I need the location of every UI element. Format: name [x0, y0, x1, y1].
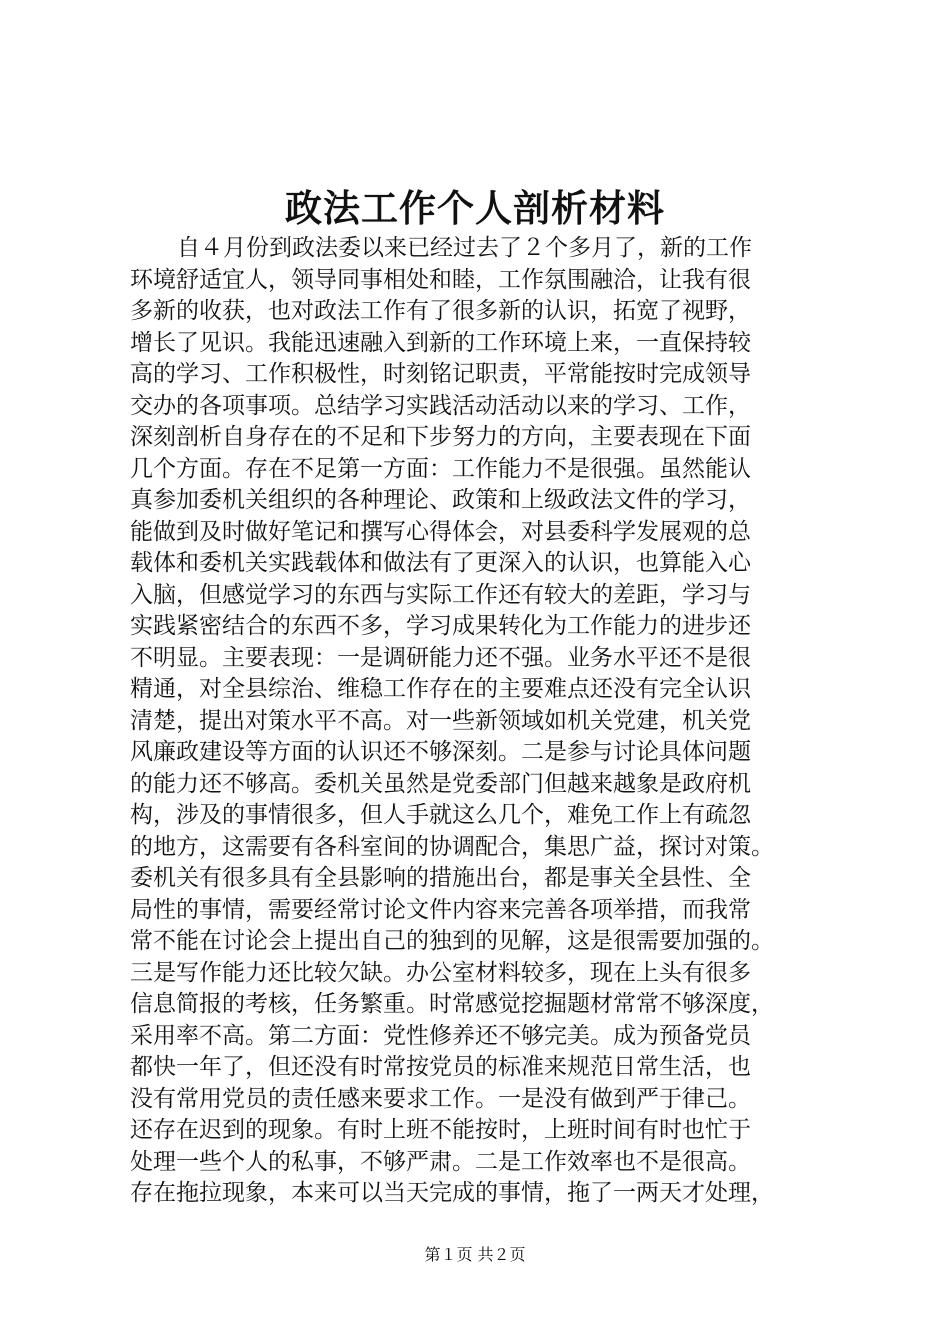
body-line: 交办的各项事项。总结学习实践活动活动以来的学习、工作，: [130, 392, 751, 419]
body-line: 实践紧密结合的东西不多，学习成果转化为工作能力的进步还: [130, 613, 751, 639]
body-line: 的能力还不够高。委机关虽然是党委部门但越来越象是政府机: [130, 770, 751, 797]
body-line: 高的学习、工作积极性，时刻铭记职责，平常能按时完成领导: [130, 361, 751, 387]
body-line: 环境舒适宜人，领导同事相处和睦，工作氛围融洽，让我有很: [130, 266, 751, 293]
body-line: 风廉政建设等方面的认识还不够深刻。二是参与讨论具体问题: [130, 739, 751, 765]
body-line: 载体和委机关实践载体和做法有了更深入的认识，也算能入心: [130, 550, 751, 576]
body-line: 委机关有很多具有全县影响的措施出台，都是事关全县性、全: [130, 865, 751, 891]
body-line: 三是写作能力还比较欠缺。办公室材料较多，现在上头有很多: [130, 959, 751, 986]
body-line: 增长了见识。我能迅速融入到新的工作环境上来，一直保持较: [130, 329, 751, 356]
body-line: 构，涉及的事情很多，但人手就这么几个，难免工作上有疏忽: [130, 802, 751, 828]
body-line: 还存在迟到的现象。有时上班不能按时，上班时间有时也忙于: [130, 1117, 751, 1143]
body-line: 自４月份到政法委以来已经过去了２个多月了，新的工作: [177, 235, 752, 261]
body-line: 能做到及时做好笔记和撰写心得体会，对县委科学发展观的总: [130, 518, 751, 545]
body-line: 没有常用党员的责任感来要求工作。一是没有做到严于律己。: [130, 1085, 751, 1112]
body-line: 存在拖拉现象，本来可以当天完成的事情，拖了一两天才处理，: [130, 1180, 774, 1206]
body-line: 几个方面。存在不足第一方面：工作能力不是很强。虽然能认: [130, 455, 751, 482]
body-line: 入脑，但感觉学习的东西与实际工作还有较大的差距，学习与: [130, 581, 751, 608]
body-line: 局性的事情，需要经常讨论文件内容来完善各项举措，而我常: [130, 896, 751, 923]
body-line: 信息简报的考核，任务繁重。时常感觉挖掘题材常常不够深度，: [130, 991, 774, 1017]
page-footer: 第１页 共２页: [424, 1245, 526, 1264]
body-line: 采用率不高。第二方面：党性修养还不够完美。成为预备党员: [130, 1022, 751, 1049]
body-line: 清楚，提出对策水平不高。对一些新领域如机关党建，机关党: [130, 707, 751, 734]
body-line: 精通，对全县综治、维稳工作存在的主要难点还没有完全认识: [130, 676, 751, 702]
document-body: [130, 233, 840, 1210]
body-line: 常不能在讨论会上提出自己的独到的见解，这是很需要加强的。: [130, 928, 774, 954]
body-line: 都快一年了，但还没有时常按党员的标准来规范日常生活，也: [130, 1054, 751, 1080]
body-line: 的地方，这需要有各科室间的协调配合，集思广益，探讨对策。: [130, 833, 774, 860]
body-line: 真参加委机关组织的各种理论、政策和上级政法文件的学习，: [130, 487, 751, 513]
body-line: 不明显。主要表现：一是调研能力还不强。业务水平还不是很: [130, 644, 751, 671]
body-line: 处理一些个人的私事，不够严肃。二是工作效率也不是很高。: [130, 1148, 751, 1175]
document-title: 政法工作个人剖析材料: [285, 186, 665, 230]
body-line: 多新的收获，也对政法工作有了很多新的认识，拓宽了视野，: [130, 298, 751, 324]
body-line: 深刻剖析自身存在的不足和下步努力的方向，主要表现在下面: [130, 424, 751, 450]
